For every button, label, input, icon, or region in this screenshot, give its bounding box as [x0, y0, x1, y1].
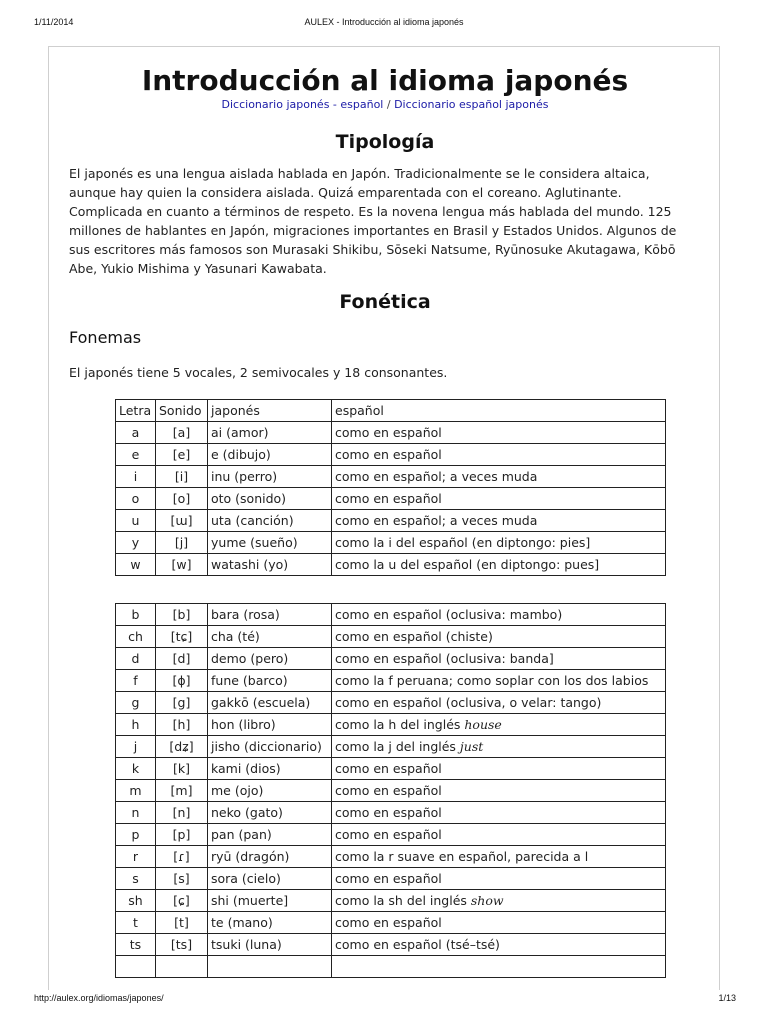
cell-espanol: [332, 736, 666, 758]
print-url: http://aulex.org/idiomas/japones/: [34, 993, 164, 1003]
consonant-table: [115, 603, 666, 978]
cell-japones: jisho (diccionario): [208, 736, 332, 758]
print-footer: [0, 990, 768, 1024]
espanol-text: como la j del inglés: [335, 739, 460, 754]
espanol-text: como la sh del inglés: [335, 893, 471, 908]
cell-letra: i: [116, 466, 156, 488]
cell-espanol: [332, 890, 666, 912]
table-row: [116, 824, 666, 846]
cell-japones: bara (rosa): [208, 604, 332, 626]
espanol-example: house: [464, 717, 502, 732]
print-page-number: 1/13: [718, 993, 736, 1003]
cell-sonido: [ɯ]: [156, 510, 208, 532]
table-row: [116, 692, 666, 714]
cell-japones: me (ojo): [208, 780, 332, 802]
cell-japones: fune (barco): [208, 670, 332, 692]
table-row: [116, 648, 666, 670]
cell-espanol: como en español: [332, 444, 666, 466]
cell-letra: j: [116, 736, 156, 758]
cell-letra: n: [116, 802, 156, 824]
cell-japones: neko (gato): [208, 802, 332, 824]
table-row: [116, 780, 666, 802]
cell-sonido: [156, 956, 208, 978]
espanol-text: como en español: [335, 915, 442, 930]
cell-letra: d: [116, 648, 156, 670]
cell-sonido: [w]: [156, 554, 208, 576]
cell-letra: ts: [116, 934, 156, 956]
cell-japones: e (dibujo): [208, 444, 332, 466]
espanol-text: como la h del inglés: [335, 717, 465, 732]
cell-espanol: [332, 758, 666, 780]
cell-letra: o: [116, 488, 156, 510]
cell-letra: h: [116, 714, 156, 736]
print-date: 1/11/2014: [34, 17, 74, 27]
table-row: [116, 604, 666, 626]
cell-letra: k: [116, 758, 156, 780]
espanol-example: show: [470, 893, 504, 908]
table-row: [116, 736, 666, 758]
table-row: [116, 802, 666, 824]
espanol-text: como la f peruana; como soplar con los dos labios: [335, 673, 649, 688]
table-row: [116, 934, 666, 956]
cell-japones: ai (amor): [208, 422, 332, 444]
header-japones: japonés: [208, 400, 332, 422]
cell-letra: sh: [116, 890, 156, 912]
table-row: [116, 758, 666, 780]
espanol-example: just: [459, 739, 484, 754]
cell-espanol: [332, 626, 666, 648]
cell-letra: w: [116, 554, 156, 576]
header-letra: Letra: [116, 400, 156, 422]
header-sonido: Sonido: [156, 400, 208, 422]
cell-japones: pan (pan): [208, 824, 332, 846]
cell-sonido: [s]: [156, 868, 208, 890]
table-row: [116, 444, 666, 466]
cell-sonido: [ɸ]: [156, 670, 208, 692]
subsection-heading-fonemas: Fonemas: [69, 328, 142, 347]
cell-japones: watashi (yo): [208, 554, 332, 576]
cell-japones: kami (dios): [208, 758, 332, 780]
cell-sonido: [ɕ]: [156, 890, 208, 912]
print-page-title: AULEX - Introducción al idioma japonés: [304, 17, 464, 27]
cell-sonido: [ts]: [156, 934, 208, 956]
espanol-text: como en español (oclusiva, o velar: tango): [335, 695, 602, 710]
link-diccionario-japones-espanol[interactable]: Diccionario japonés - español: [221, 98, 384, 111]
cell-espanol: [332, 604, 666, 626]
espanol-text: como en español: [335, 805, 442, 820]
link-separator: /: [383, 98, 395, 111]
cell-sonido: [a]: [156, 422, 208, 444]
link-diccionario-espanol-japones[interactable]: Diccionario español japonés: [394, 98, 549, 111]
cell-espanol: [332, 824, 666, 846]
cell-japones: tsuki (luna): [208, 934, 332, 956]
cell-japones: demo (pero): [208, 648, 332, 670]
cell-sonido: [p]: [156, 824, 208, 846]
cell-letra: ch: [116, 626, 156, 648]
cell-letra: e: [116, 444, 156, 466]
cell-espanol: como la i del español (en diptongo: pies]: [332, 532, 666, 554]
cell-letra: p: [116, 824, 156, 846]
cell-sonido: [h]: [156, 714, 208, 736]
espanol-text: como en español: [335, 783, 442, 798]
espanol-text: como la r suave en español, parecida a l: [335, 849, 589, 864]
cell-sonido: [t]: [156, 912, 208, 934]
espanol-text: como en español: [335, 761, 442, 776]
cell-japones: te (mano): [208, 912, 332, 934]
cell-japones: hon (libro): [208, 714, 332, 736]
cell-letra: b: [116, 604, 156, 626]
cell-letra: s: [116, 868, 156, 890]
cell-sonido: [n]: [156, 802, 208, 824]
cell-japones: cha (té): [208, 626, 332, 648]
espanol-text: como en español (oclusiva: banda]: [335, 651, 554, 666]
table-header-row: [116, 400, 666, 422]
cell-sonido: [tɕ]: [156, 626, 208, 648]
espanol-text: como en español (chiste): [335, 629, 493, 644]
cell-japones: yume (sueño): [208, 532, 332, 554]
table-row: [116, 626, 666, 648]
cell-letra: r: [116, 846, 156, 868]
cell-sonido: [e]: [156, 444, 208, 466]
cell-espanol: como en español: [332, 422, 666, 444]
cell-japones: [208, 956, 332, 978]
cell-japones: oto (sonido): [208, 488, 332, 510]
table-row: [116, 956, 666, 978]
print-header: [0, 0, 768, 30]
page-title: Introducción al idioma japonés: [141, 64, 629, 97]
cell-letra: g: [116, 692, 156, 714]
dictionary-links: [49, 98, 720, 112]
espanol-text: como en español: [335, 871, 442, 886]
table-row: [116, 466, 666, 488]
vowel-table: [115, 399, 666, 576]
table-row: [116, 488, 666, 510]
table-row: [116, 670, 666, 692]
cell-sonido: [b]: [156, 604, 208, 626]
table-row: [116, 554, 666, 576]
cell-espanol: como en español: [332, 488, 666, 510]
table-row: [116, 422, 666, 444]
espanol-text: como en español (oclusiva: mambo): [335, 607, 563, 622]
cell-sonido: [g]: [156, 692, 208, 714]
cell-letra: [116, 956, 156, 978]
cell-sonido: [ɾ]: [156, 846, 208, 868]
cell-letra: y: [116, 532, 156, 554]
cell-japones: inu (perro): [208, 466, 332, 488]
cell-espanol: [332, 802, 666, 824]
cell-japones: gakkō (escuela): [208, 692, 332, 714]
cell-espanol: [332, 934, 666, 956]
cell-japones: ryū (dragón): [208, 846, 332, 868]
espanol-text: como en español (tsé–tsé): [335, 937, 500, 952]
section-heading-tipologia: Tipología: [335, 131, 435, 153]
content-box: [48, 46, 720, 990]
cell-letra: f: [116, 670, 156, 692]
table-row: [116, 510, 666, 532]
cell-espanol: como en español; a veces muda: [332, 510, 666, 532]
cell-letra: a: [116, 422, 156, 444]
table-row: [116, 868, 666, 890]
cell-letra: u: [116, 510, 156, 532]
cell-espanol: [332, 714, 666, 736]
table-row: [116, 846, 666, 868]
fonemas-intro: El japonés tiene 5 vocales, 2 semivocales y 18 consonantes.: [69, 365, 448, 380]
cell-japones: sora (cielo): [208, 868, 332, 890]
cell-sonido: [i]: [156, 466, 208, 488]
cell-sonido: [o]: [156, 488, 208, 510]
cell-espanol: [332, 868, 666, 890]
cell-espanol: [332, 692, 666, 714]
espanol-text: como en español: [335, 827, 442, 842]
table-row: [116, 714, 666, 736]
cell-espanol: [332, 780, 666, 802]
cell-espanol: [332, 648, 666, 670]
table-row: [116, 532, 666, 554]
tipologia-paragraph: El japonés es una lengua aislada hablada en Japón. Tradicionalmente se le considera altaica, aunque hay quien la considera aislada. Quizá emparentada con el coreano. Aglutinante. Complicada en cuanto a términos de respeto. Es la novena lengua más hablada del mundo. 125 millones de hablantes en Japón, migraciones importantes en Brasil y Estados Unidos. Algunos de sus escritores más famosos son Murasaki Shikibu, Sōseki Natsume, Ryūnosuke Akutagawa, Kōbō Abe, Yukio Mishima y Yasunari Kawabata.: [69, 166, 677, 276]
header-espanol: español: [332, 400, 666, 422]
cell-espanol: [332, 956, 666, 978]
cell-sonido: [m]: [156, 780, 208, 802]
cell-japones: uta (canción): [208, 510, 332, 532]
cell-espanol: [332, 670, 666, 692]
table-row: [116, 890, 666, 912]
cell-espanol: como en español; a veces muda: [332, 466, 666, 488]
cell-letra: t: [116, 912, 156, 934]
cell-espanol: [332, 912, 666, 934]
cell-espanol: como la u del español (en diptongo: pues]: [332, 554, 666, 576]
table-row: [116, 912, 666, 934]
cell-sonido: [j]: [156, 532, 208, 554]
cell-japones: shi (muerte]: [208, 890, 332, 912]
cell-sonido: [d]: [156, 648, 208, 670]
cell-sonido: [dʑ]: [156, 736, 208, 758]
cell-letra: m: [116, 780, 156, 802]
cell-espanol: [332, 846, 666, 868]
cell-sonido: [k]: [156, 758, 208, 780]
section-heading-fonetica: Fonética: [339, 291, 431, 313]
